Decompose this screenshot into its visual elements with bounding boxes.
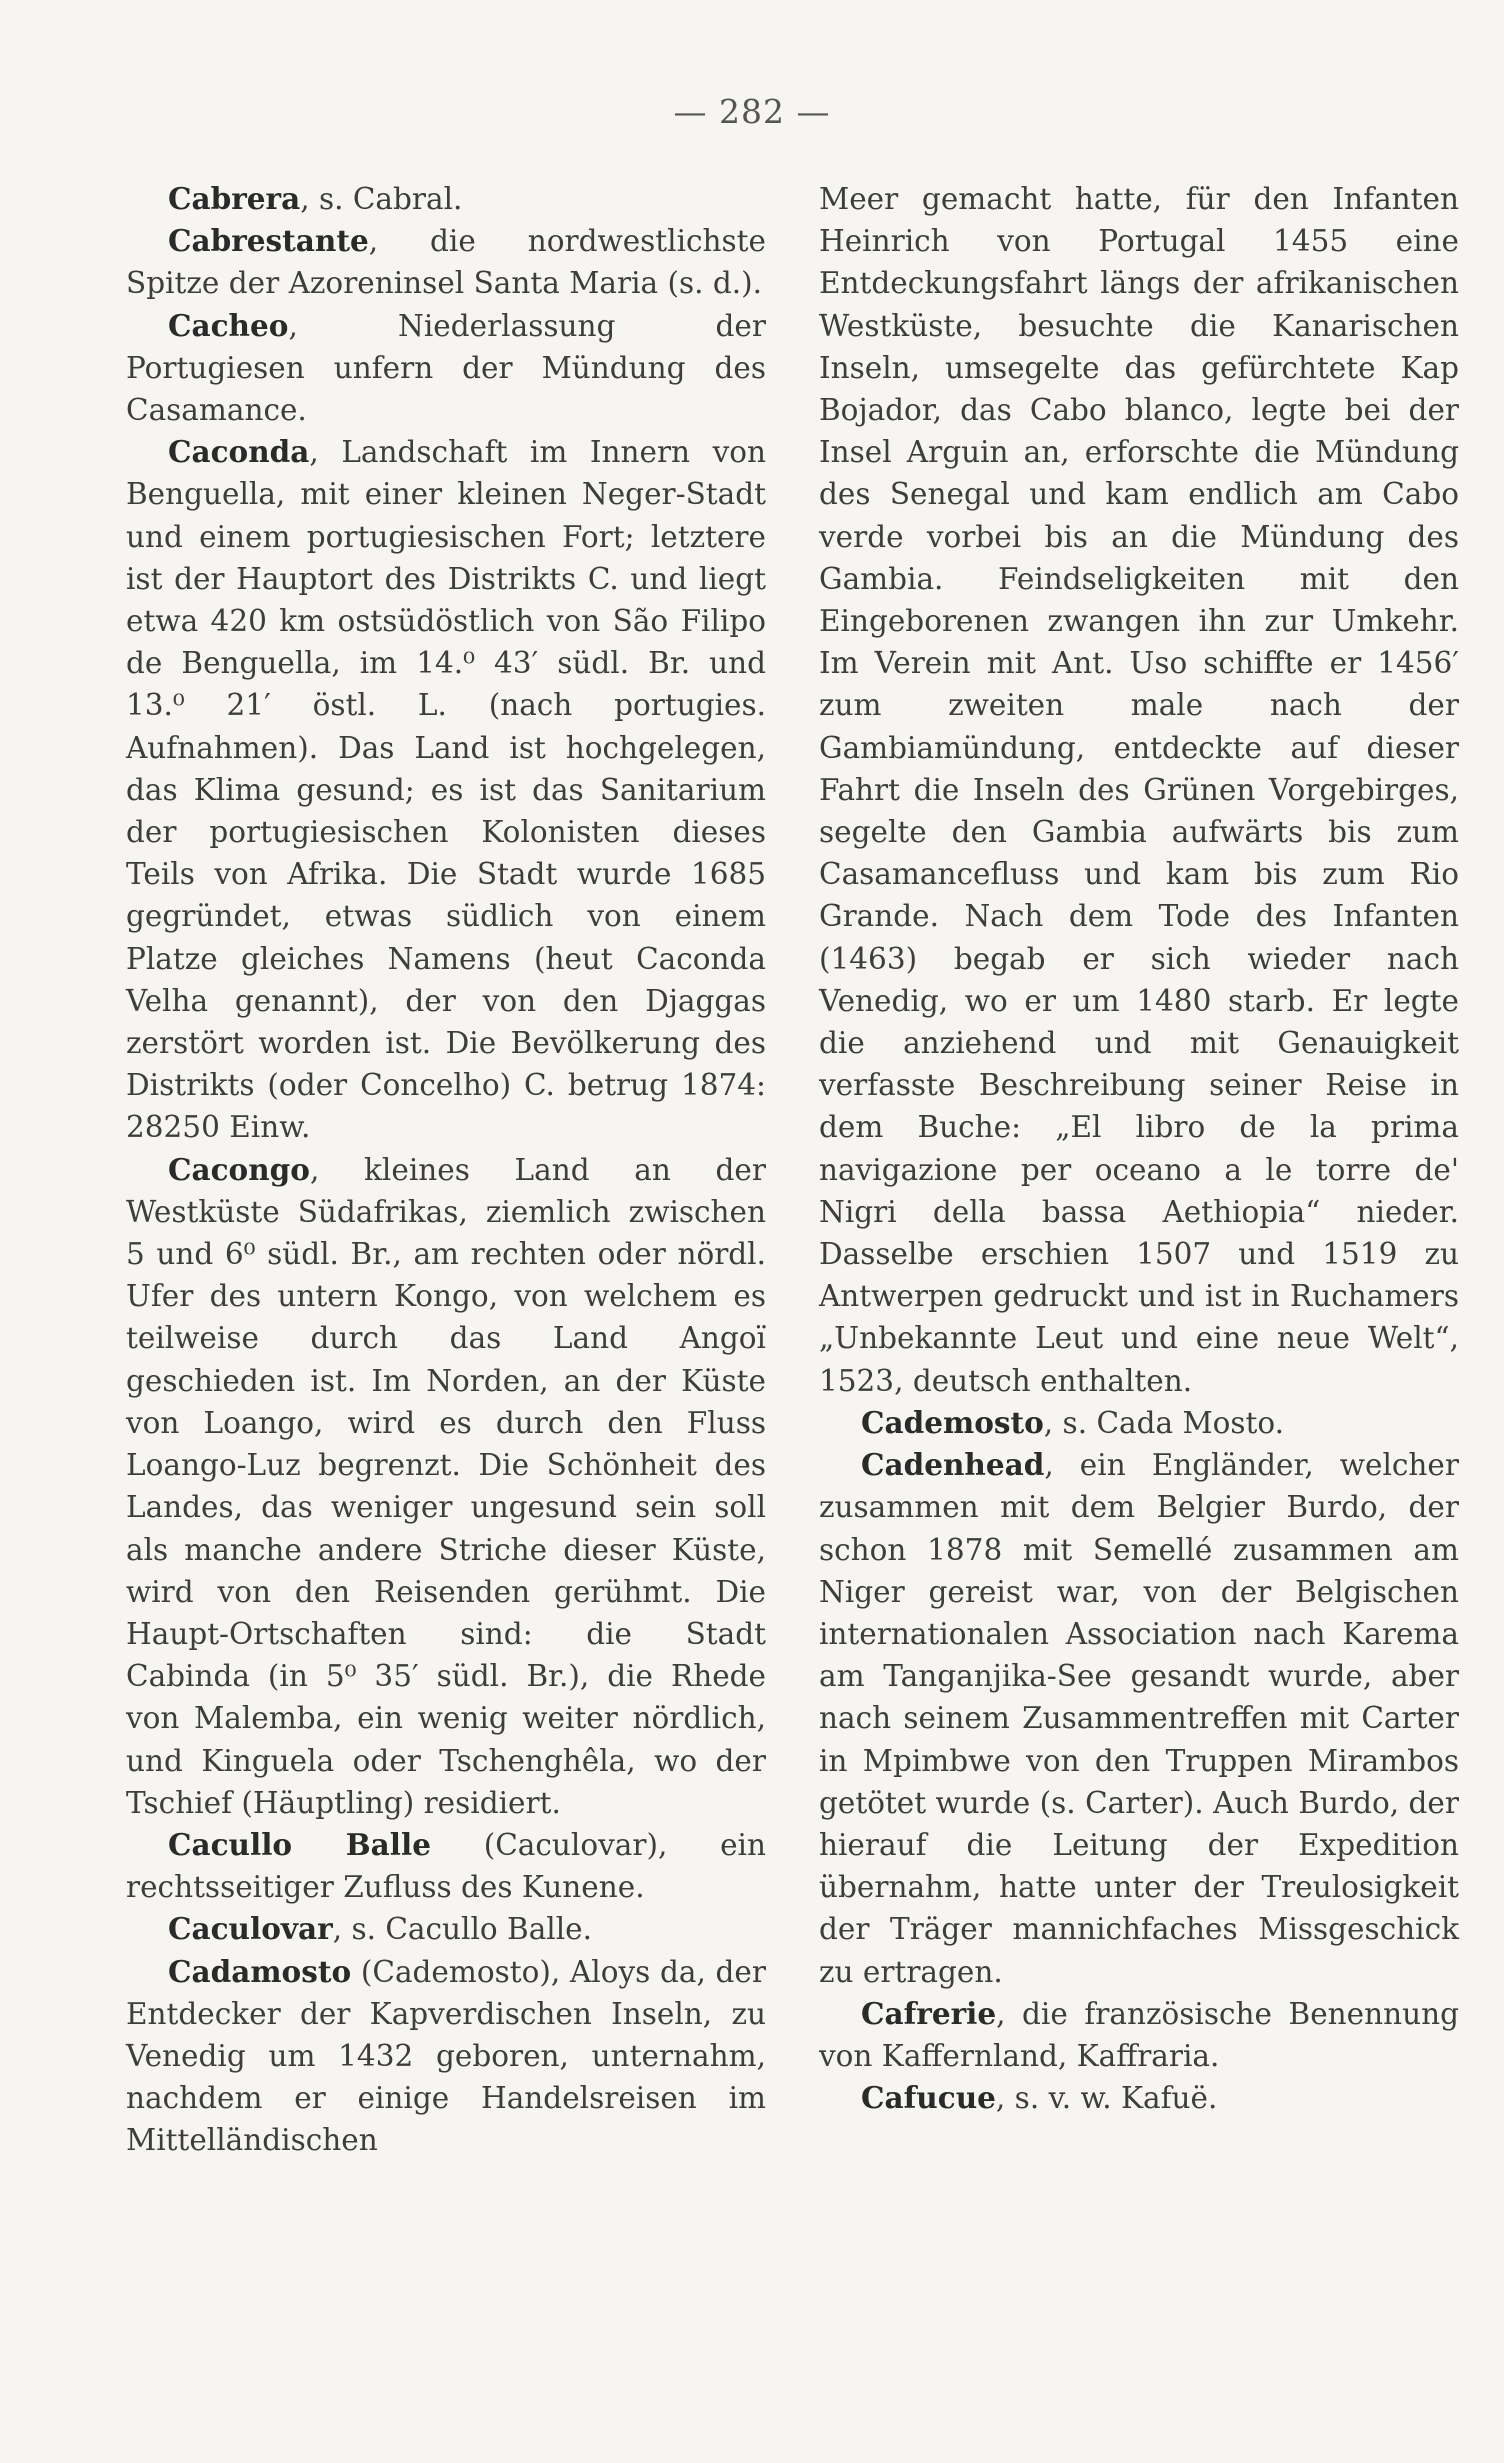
dictionary-entry [126, 178, 766, 220]
entry-headword: Cademosto [861, 1404, 1044, 1440]
entry-headword: Cacullo Balle [168, 1826, 431, 1862]
left-column [126, 178, 766, 2162]
entry-text: , s. Cacullo Balle. [332, 1912, 592, 1947]
dictionary-entry-continuation [819, 178, 1459, 1402]
entry-text: (Cademosto), Aloys da, der Entdecker der Kapverdischen Inseln, zu Venedig um 1432 geboren, unternahm, nachdem er einige Handelsreisen im Mittelländischen [126, 1954, 766, 2158]
dictionary-entry [126, 1951, 766, 2162]
entry-text: , die französische Benennung von Kaffernland, Kaffraria. [819, 1996, 1459, 2073]
entry-text: Meer gemacht hatte, für den Infanten Heinrich von Portugal 1455 eine Entdeckungsfahrt längs der afrikanischen Westküste, besuchte die Kanarischen Inseln, umsegelte das gefürchtete Kap Bojador, das Cabo blanco, legte bei der Insel Arguin an, erforschte die Mündung des Senegal und kam endlich am Cabo verde vorbei bis an die Mündung des Gambia. Feindseligkeiten mit den Eingeborenen zwangen ihn zur Umkehr. Im Verein mit Ant. Uso schiffte er 1456′ zum zweiten male nach der Gambiamündung, entdeckte auf dieser Fahrt die Inseln des Grünen Vorgebirges, segelte den Gambia aufwärts bis zum Casamancefluss und kam bis zum Rio Grande. Nach dem Tode des Infanten (1463) begab er sich wieder nach Venedig, wo er um 1480 starb. Er legte die anziehend und mit Genauigkeit verfasste Beschreibung seiner Reise in dem Buche: „El libro de la prima navigazione per oceano a le torre de' Nigri della bassa Aethiopia“ nieder. Dasselbe erschien 1507 und 1519 zu Antwerpen gedruckt und ist in Ruchamers „Unbekannte Leut und eine neue Welt“, 1523, deutsch enthalten. [819, 182, 1459, 1398]
entry-text: , ein Engländer, welcher zusammen mit dem Belgier Burdo, der schon 1878 mit Semellé zusammen am Niger gereist war, von der Belgischen internationalen Association nach Karema am Tanganjika-See gesandt wurde, aber nach seinem Zusammentreffen mit Carter in Mpimbwe von den Truppen Mirambos getötet wurde (s. Carter). Auch Burdo, der hierauf die Leitung der Expedition übernahm, hatte unter der Treulosigkeit der Träger mannichfaches Missgeschick zu ertragen. [819, 1448, 1459, 1989]
dictionary-entry [126, 1908, 766, 1950]
dictionary-entry [126, 431, 766, 1148]
dictionary-entry [126, 220, 766, 304]
entry-text: , kleines Land an der Westküste Südafrikas, ziemlich zwischen 5 und 6⁰ südl. Br., am rechten oder nördl. Ufer des untern Kongo, von welchem es teilweise durch das Land Angoï geschieden ist. Im Norden, an der Küste von Loango, wird es durch den Fluss Loango-Luz begrenzt. Die Schönheit des Landes, das weniger ungesund sein soll als manche andere Striche dieser Küste, wird von den Reisenden gerühmt. Die Haupt-Ortschaften sind: die Stadt Cabinda (in 5⁰ 35′ südl. Br.), die Rhede von Malemba, ein wenig weiter nördlich, und Kinguela oder Tschenghêla, wo der Tschief (Häuptling) residiert. [126, 1152, 766, 1820]
dictionary-entry [126, 1149, 766, 1824]
entry-text: , Niederlassung der Portugiesen unfern der Mündung des Casamance. [126, 308, 766, 428]
entry-text: , s. Cabral. [300, 182, 463, 216]
entry-text: , s. Cada Mosto. [1043, 1405, 1285, 1440]
right-column [819, 178, 1459, 2119]
entry-headword: Cabrestante [168, 223, 369, 259]
dictionary-entry [819, 1444, 1459, 1993]
entry-text: (Caculovar), ein rechtsseitiger Zufluss des Kunene. [126, 1827, 766, 1905]
entry-headword: Cafrerie [861, 1995, 997, 2031]
dictionary-entry [126, 1824, 766, 1908]
entry-headword: Cabrera [168, 181, 301, 216]
entry-headword: Cacongo [168, 1151, 310, 1187]
entry-headword: Cafucue [861, 2080, 996, 2116]
entry-headword: Cadamosto [168, 1953, 352, 1989]
dictionary-entry [819, 1993, 1459, 2077]
entry-text: , Landschaft im Innern von Benguella, mit einer kleinen Neger-Stadt und einem portugiesischen Fort; letztere ist der Hauptort des Distrikts C. und liegt etwa 420 km ostsüdöstlich von São Filipo de Benguella, im 14.⁰ 43′ südl. Br. und 13.⁰ 21′ östl. L. (nach portugies. Aufnahmen). Das Land ist hochgelegen, das Klima gesund; es ist das Sanitarium der portugiesischen Kolonisten dieses Teils von Afrika. Die Stadt wurde 1685 gegründet, etwas südlich von einem Platze gleiches Namens (heut Caconda Velha genannt), der von den Djaggas zerstört worden ist. Die Bevölkerung des Distrikts (oder Concelho) C. betrug 1874: 28250 Einw. [126, 435, 766, 1145]
entry-headword: Caculovar [168, 1911, 333, 1947]
entry-headword: Cadenhead [861, 1447, 1045, 1483]
entry-headword: Caconda [168, 434, 310, 470]
page-number: — 282 — [673, 92, 831, 131]
dictionary-entry [819, 2077, 1459, 2119]
dictionary-entry [819, 1402, 1459, 1444]
entry-text: , die nordwestlichste Spitze der Azoreninsel Santa Maria (s. d.). [126, 224, 766, 301]
dictionary-entry [126, 305, 766, 432]
entry-text: , s. v. w. Kafuë. [995, 2081, 1218, 2116]
entry-headword: Cacheo [168, 307, 289, 343]
